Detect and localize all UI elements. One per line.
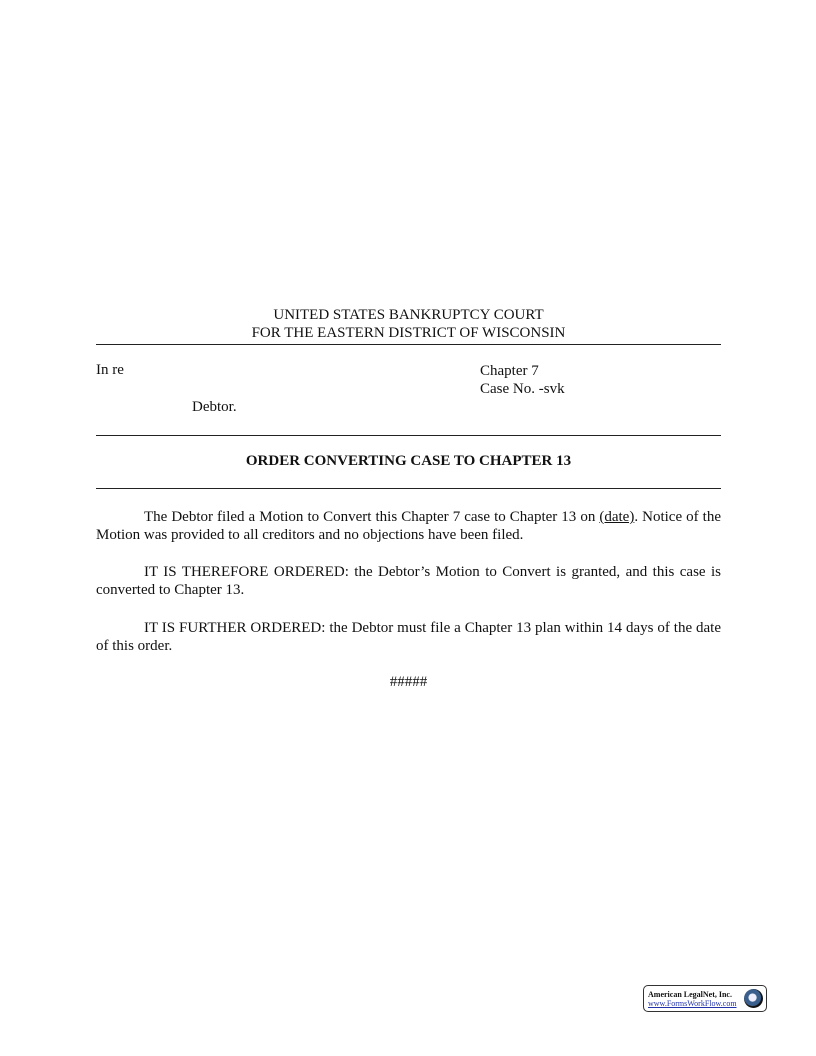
court-name: UNITED STATES BANKRUPTCY COURT [273, 307, 544, 323]
paragraph-further-ordered [96, 619, 721, 655]
document-title: ORDER CONVERTING CASE TO CHAPTER 13 [245, 453, 572, 469]
case-info [480, 362, 565, 398]
paragraph-text: IT IS FURTHER ORDERED: the Debtor must file a Chapter 13 plan within 14 days of the date of this order. [96, 620, 721, 654]
court-header [96, 306, 721, 342]
end-mark: ##### [389, 674, 428, 690]
date-field[interactable]: (date) [599, 509, 635, 525]
divider [96, 435, 721, 436]
paragraph-text: . Notice of the Motion was provided to all creditors and no objections have been filed. [96, 509, 721, 543]
logo-url-link[interactable]: www.FormsWorkFlow.com [648, 999, 737, 1008]
paragraph-therefore-ordered [96, 563, 721, 599]
footer-logo[interactable] [643, 985, 767, 1012]
divider [96, 488, 721, 489]
paragraph-text: IT IS THEREFORE ORDERED: the Debtor’s Motion to Convert is granted, and this case is converted to Chapter 13. [96, 564, 721, 598]
paragraph-text: The Debtor filed a Motion to Convert this Chapter 7 case to Chapter 13 on [144, 509, 600, 525]
debtor-label: Debtor. [192, 399, 237, 415]
court-district: FOR THE EASTERN DISTRICT OF WISCONSIN [251, 325, 566, 341]
in-re-label: In re [96, 362, 124, 378]
case-number: Case No. -svk [480, 381, 565, 397]
globe-seal-icon [744, 989, 763, 1008]
logo-company: American LegalNet, Inc. [648, 990, 732, 999]
divider [96, 344, 721, 345]
chapter-label: Chapter 7 [480, 363, 539, 379]
paragraph-motion [96, 508, 721, 544]
